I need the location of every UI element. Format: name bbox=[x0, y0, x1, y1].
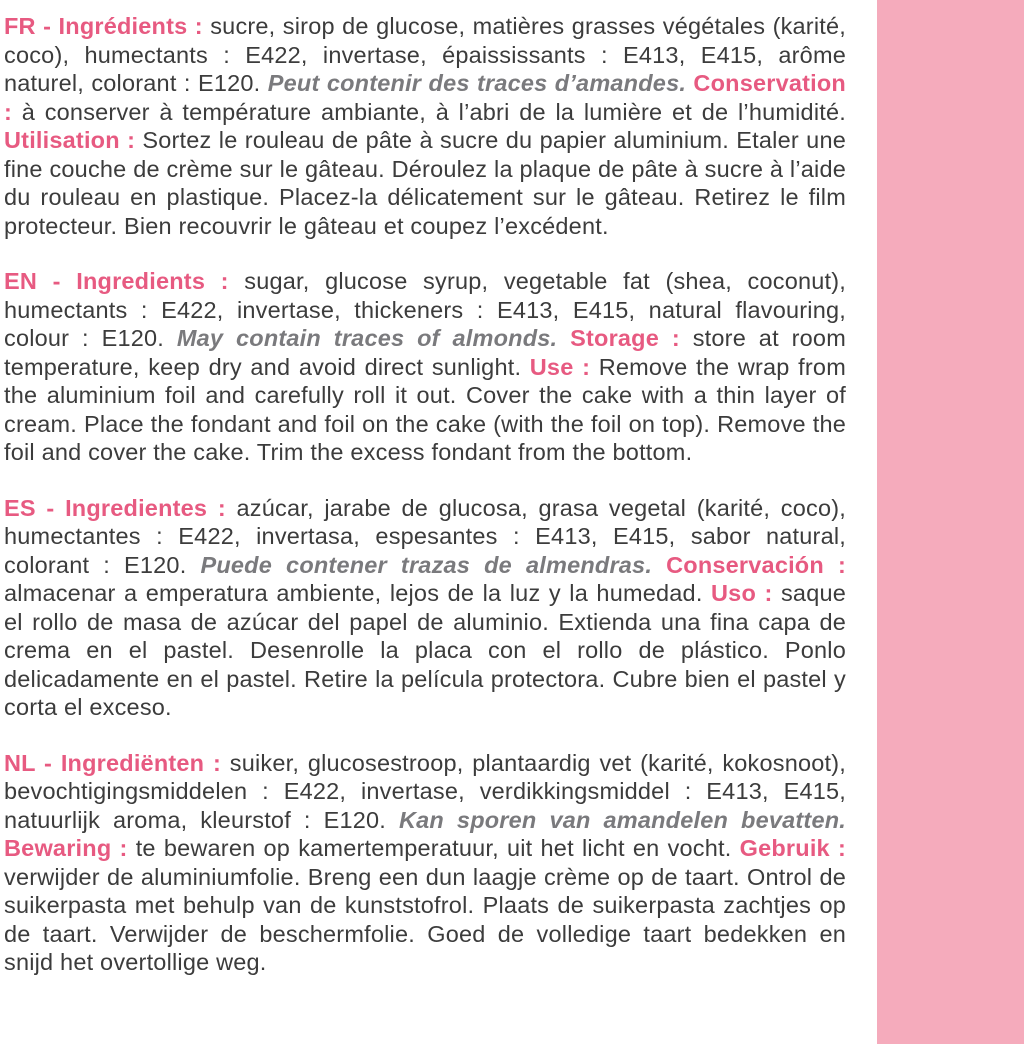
label-text-column bbox=[4, 12, 846, 977]
en-allergen-warning: May contain traces of almonds. bbox=[176, 325, 571, 351]
section-nl bbox=[4, 749, 846, 977]
en-storage-text: store at room temperature, keep dry and avoid direct sunlight. bbox=[4, 325, 846, 380]
es-ingredients-text: azúcar, jarabe de glucosa, grasa vegetal (karité, coco), humectantes : E422, invertasa, espesantes : E413, E415, sabor natural, colorant : E120. bbox=[4, 494, 847, 578]
fr-ingredients-text: sucre, sirop de glucose, matières grasses végétales (karité, coco), humectants : E422, invertase, épaississants : E413, E415, arôme naturel, colorant : E120. bbox=[4, 13, 846, 96]
fr-storage-label: Conservation : bbox=[4, 70, 846, 125]
es-use-text: saque el rollo de masa de azúcar del papel de aluminio. Extienda una fina capa de crema en el pastel. Desenrolle la placa con el rollo de plástico. Ponlo delicadamente en el pastel. Retire la película protectora. Cubre bien el pastel y corta el exceso. bbox=[4, 580, 846, 720]
section-fr bbox=[4, 12, 846, 240]
nl-storage-text: te bewaren op kamertemperatuur, uit het licht en vocht. bbox=[135, 835, 740, 861]
section-es bbox=[4, 494, 846, 722]
nl-ingredients-label: NL - Ingrediënten : bbox=[4, 749, 230, 776]
es-storage-label: Conservación : bbox=[666, 551, 846, 578]
nl-use-text: verwijder de aluminiumfolie. Breng een dun laagje crème op de taart. Ontrol de suikerpasta met behulp van de kunststofrol. Plaats de suikerpasta zachtjes op de taart. Verwijder de beschermfolie. Goed de volledige taart bedekken en snijd het overtollige weg. bbox=[4, 863, 846, 975]
es-allergen-warning: Puede contener trazas de almendras. bbox=[200, 551, 667, 578]
nl-allergen-warning: Kan sporen van amandelen bevatten. bbox=[398, 806, 846, 833]
en-storage-label: Storage : bbox=[570, 325, 693, 351]
fr-storage-text: à conserver à température ambiante, à l’abri de la lumière et de l’humidité. bbox=[21, 98, 846, 125]
section-en bbox=[4, 267, 846, 467]
nl-storage-label: Bewaring : bbox=[4, 835, 136, 861]
en-use-label: Use : bbox=[529, 353, 599, 380]
en-ingredients-text: sugar, glucose syrup, vegetable fat (shea, coconut), humectants : E422, invertase, thickeners : E413, E415, natural flavouring, colour : E120. bbox=[4, 268, 846, 351]
fr-use-label: Utilisation : bbox=[4, 127, 143, 153]
fr-use-text: Sortez le rouleau de pâte à sucre du papier aluminium. Etaler une fine couche de crème sur le gâteau. Déroulez la plaque de pâte à sucre à l’aide du rouleau en plastique. Placez-la délicatement sur le gâteau. Retirez le film protecteur. Bien recouvrir le gâteau et coupez l’excédent. bbox=[4, 127, 846, 239]
fr-allergen-warning: Peut contenir des traces d’amandes. bbox=[267, 70, 694, 96]
nl-ingredients-text: suiker, glucosestroop, plantaardig vet (karité, kokosnoot), bevochtigingsmiddelen : E422, invertase, verdikkingsmiddel : E413, E415, natuurlijk aroma, kleurstof : E120. bbox=[4, 749, 846, 833]
es-use-label: Uso : bbox=[711, 580, 781, 606]
en-ingredients-label: EN - Ingredients : bbox=[4, 268, 245, 294]
nl-use-label: Gebruik : bbox=[739, 835, 846, 861]
pink-side-stripe bbox=[877, 0, 1024, 1044]
fr-ingredients-label: FR - Ingrédients : bbox=[4, 13, 211, 39]
en-use-text: Remove the wrap from the aluminium foil and carefully roll it out. Cover the cake with a thin layer of cream. Place the fondant and foil on the cake (with the foil on top). Remove the foil and cover the cake. Trim the excess fondant from the bottom. bbox=[4, 353, 846, 465]
es-ingredients-label: ES - Ingredientes : bbox=[4, 494, 237, 521]
es-storage-text: almacenar a emperatura ambiente, lejos de la luz y la humedad. bbox=[4, 580, 712, 606]
